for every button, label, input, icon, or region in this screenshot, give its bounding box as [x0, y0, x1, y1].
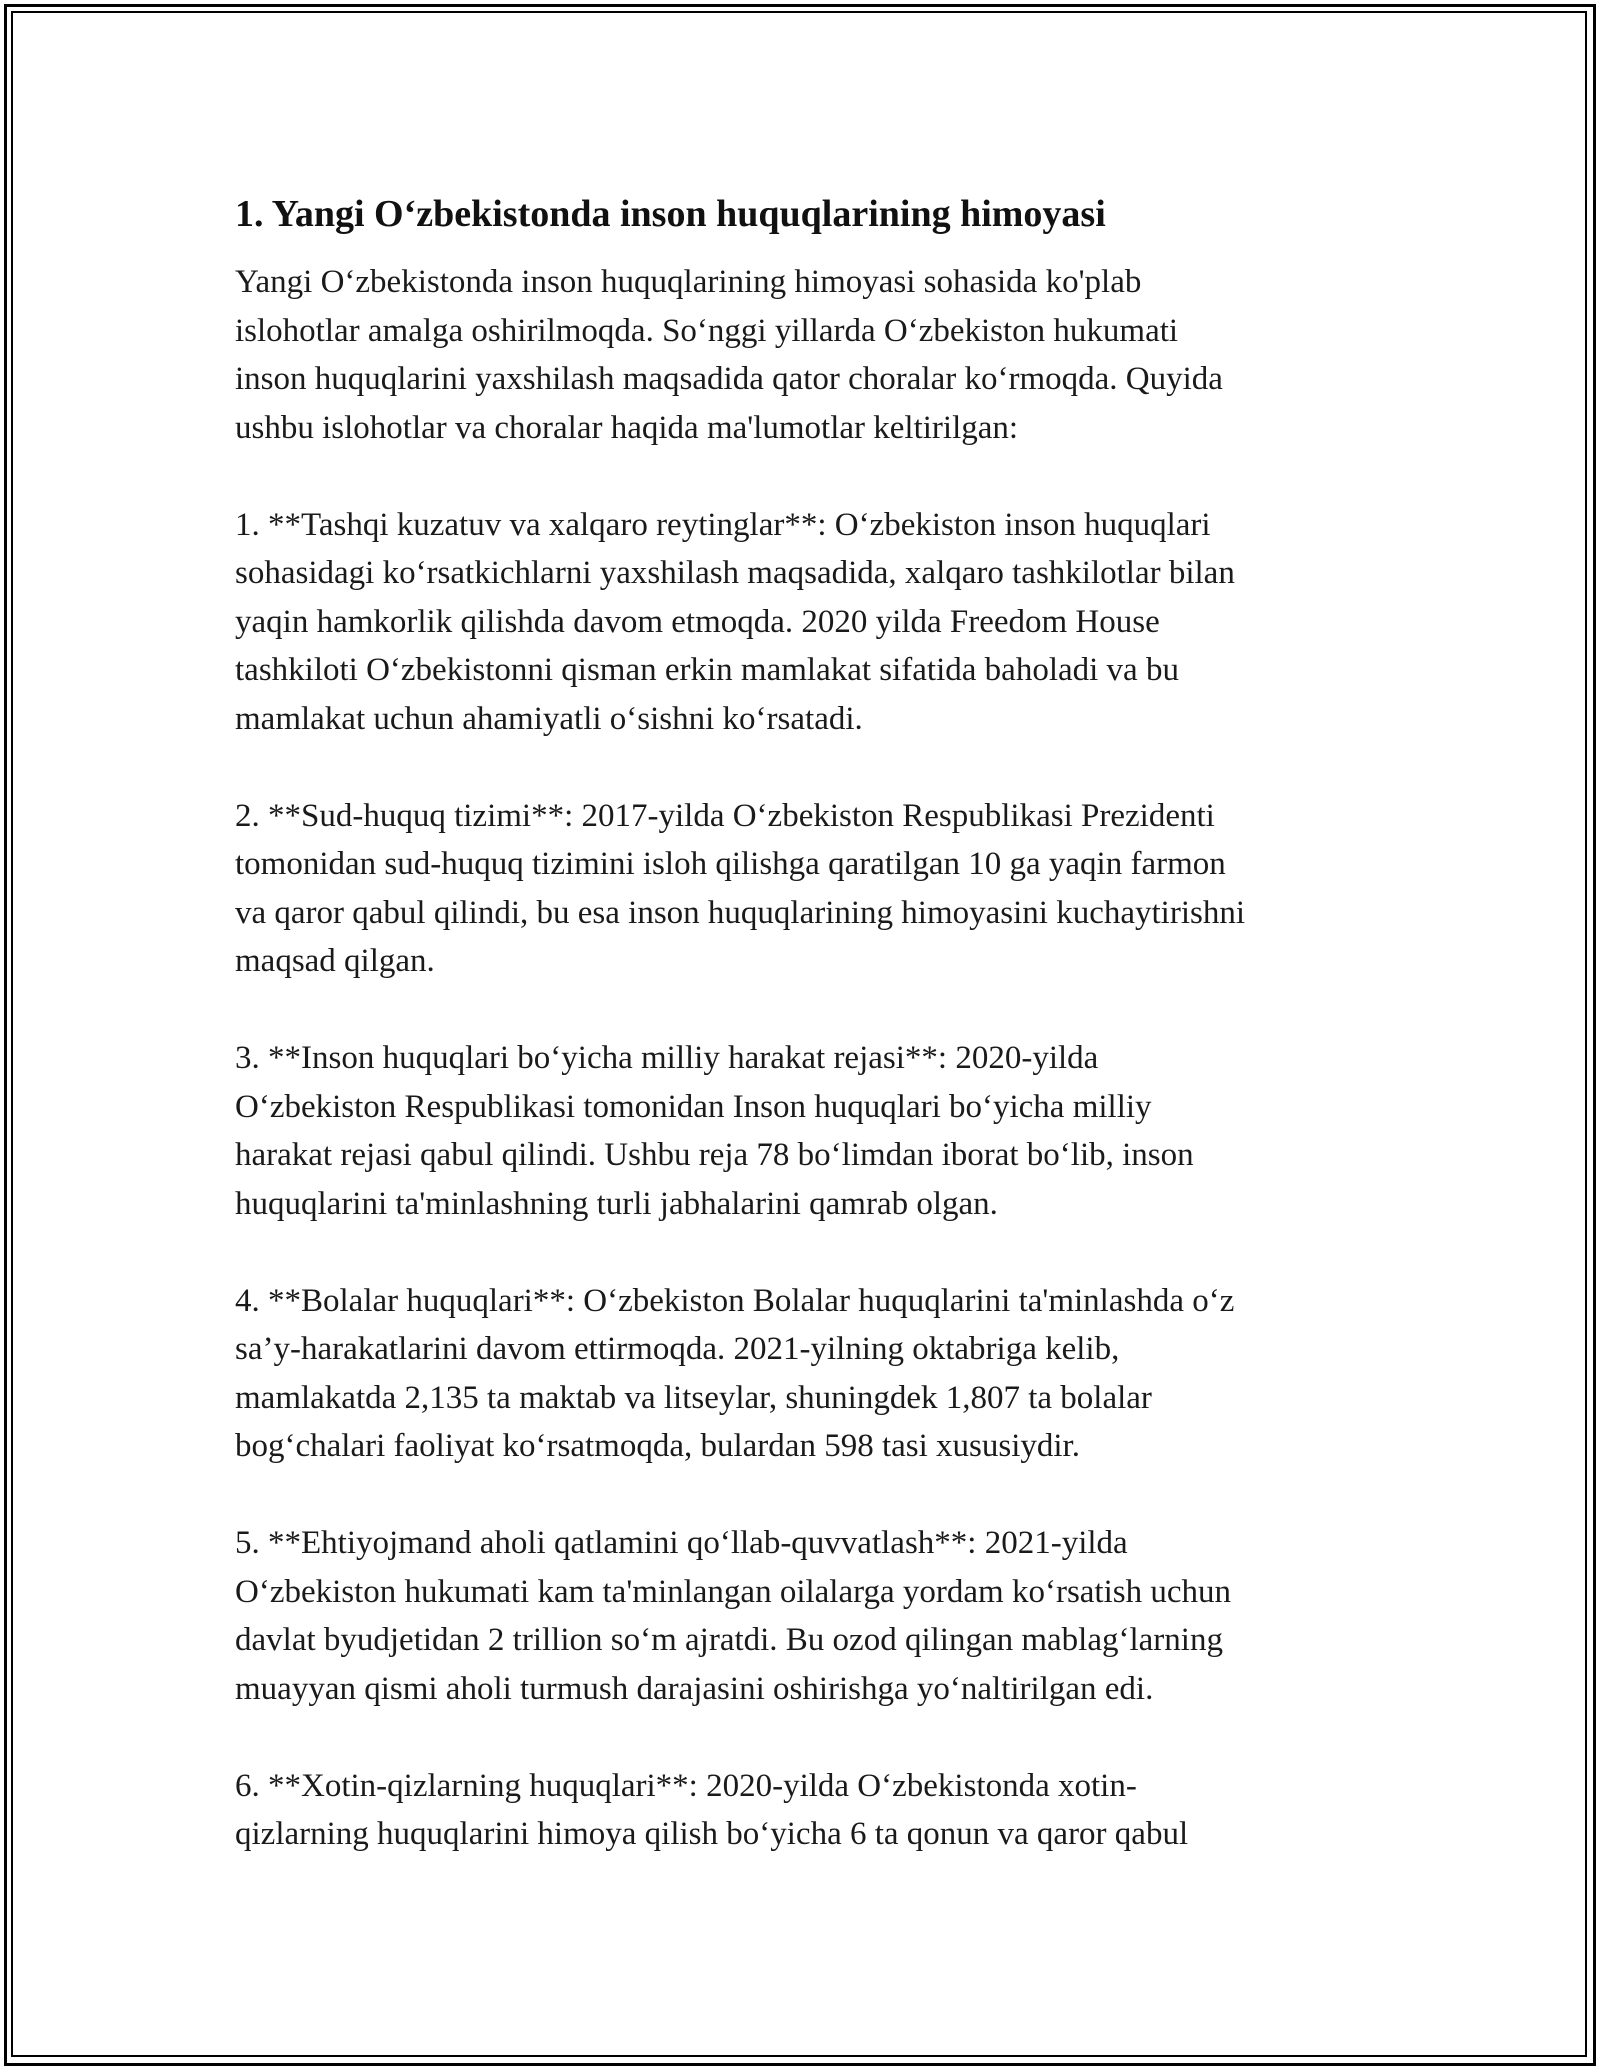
list-item-children-rights: 4. **Bolalar huquqlari**: O‘zbekiston Bolalar huquqlarini ta'minlashda o‘z sa’y-harakatlarini davom ettirmoqda. 2021-yilning oktabriga kelib, mamlakatda 2,135 ta maktab va litseylar, shuningdek 1,807 ta bolalar bog‘chalari faoliyat ko‘rsatmoqda, bulardan 598 tasi xususiydir. [235, 1282, 1235, 1464]
section-heading: 1. Yangi O‘zbekistonda inson huquqlarining himoyasi [235, 193, 1106, 235]
list-item-judicial-system: 2. **Sud-huquq tizimi**: 2017-yilda O‘zbekiston Respublikasi Prezidenti tomonidan sud-huquq tizimini isloh qilishga qaratilgan 10 ga yaqin farmon va qaror qabul qilindi, bu esa inson huquqlarining himoyasini kuchaytirishni maqsad qilgan. [235, 797, 1246, 979]
document-body [235, 188, 1375, 1859]
list-item-women-rights: 6. **Xotin-qizlarning huquqlari**: 2020-yilda O‘zbekistonda xotin- qizlarning huquqlarini himoya qilish bo‘yicha 6 ta qonun va qaror qabul [235, 1767, 1189, 1852]
intro-paragraph: Yangi O‘zbekistonda inson huquqlarining himoyasi sohasida ko'plab islohotlar amalga oshirilmoqda. So‘nggi yillarda O‘zbekiston hukumati inson huquqlarini yaxshilash maqsadida qator choralar ko‘rmoqda. Quyida ushbu islohotlar va choralar haqida ma'lumotlar keltirilgan: [235, 264, 1223, 446]
list-item-external-monitoring: 1. **Tashqi kuzatuv va xalqaro reytinglar**: O‘zbekiston inson huquqlari sohasidagi ko‘rsatkichlarni yaxshilash maqsadida, xalqaro tashkilotlar bilan yaqin hamkorlik qilishda davom etmoqda. 2020 yilda Freedom House tashkiloti O‘zbekistonni qisman erkin mamlakat sifatida baholadi va bu mamlakat uchun ahamiyatli o‘sishni ko‘rsatadi. [235, 506, 1235, 737]
list-item-social-support: 5. **Ehtiyojmand aholi qatlamini qo‘llab-quvvatlash**: 2021-yilda O‘zbekiston hukumati kam ta'minlangan oilalarga yordam ko‘rsatish uchun davlat byudjetidan 2 trillion so‘m ajratdi. Bu ozod qilingan mablag‘larning muayyan qismi aholi turmush darajasini oshirishga yo‘naltirilgan edi. [235, 1525, 1232, 1707]
list-item-national-action-plan: 3. **Inson huquqlari bo‘yicha milliy harakat rejasi**: 2020-yilda O‘zbekiston Respublikasi tomonidan Inson huquqlari bo‘yicha milliy harakat rejasi qabul qilindi. Ushbu reja 78 bo‘limdan iborat bo‘lib, inson huquqlarini ta'minlashning turli jabhalarini qamrab olgan. [235, 1040, 1194, 1222]
